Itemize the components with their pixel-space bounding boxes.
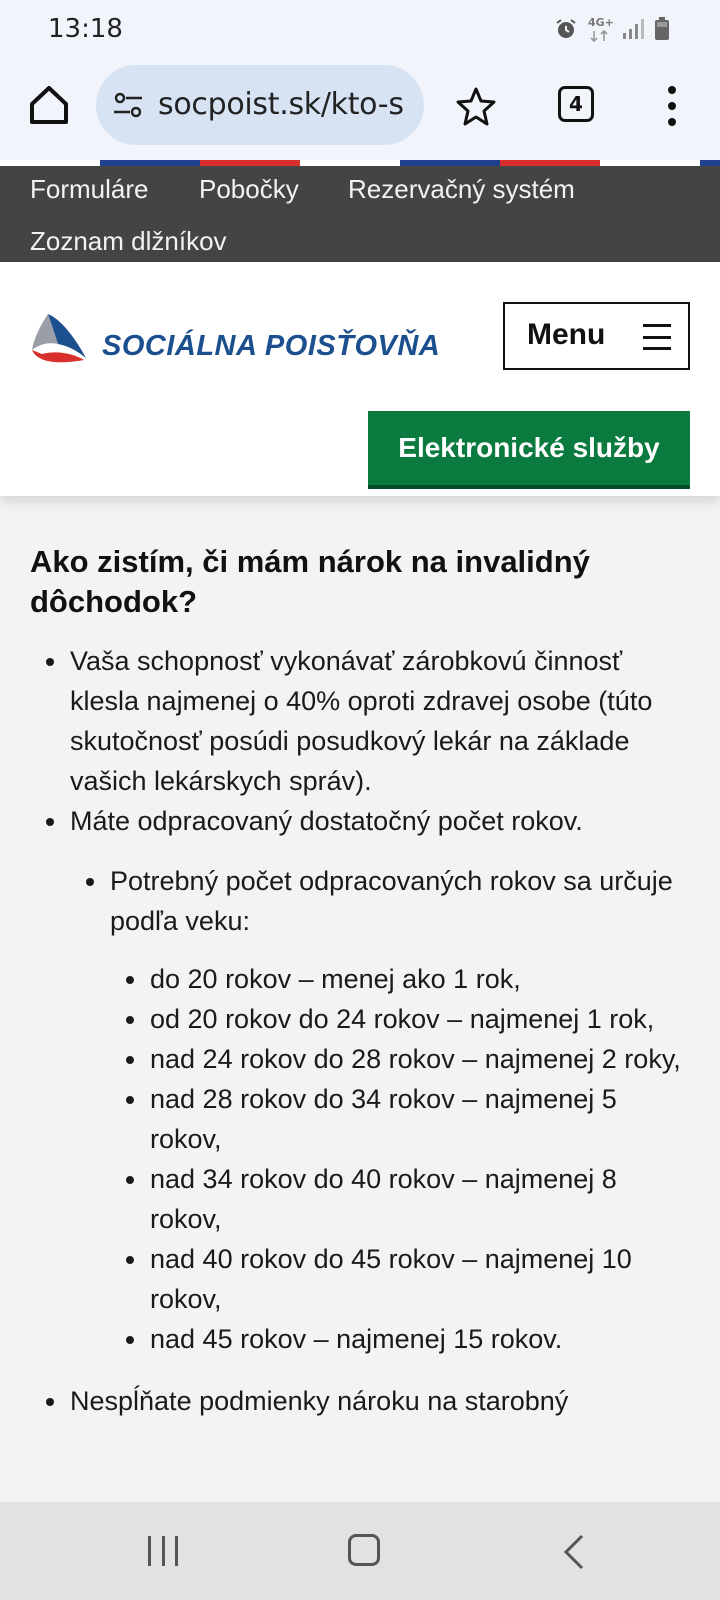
url-text[interactable]: socpoist.sk/kto-s <box>158 87 404 122</box>
address-bar[interactable] <box>96 65 424 145</box>
list-item: Máte odpracovaný dostatočný počet rokov. <box>30 801 690 841</box>
age-rule-item: nad 40 rokov do 45 rokov – najmenej 10 rokov, <box>30 1239 690 1319</box>
home-circle-icon[interactable] <box>348 1534 380 1566</box>
age-rule-item: nad 24 rokov do 28 rokov – najmenej 2 roky, <box>30 1039 690 1079</box>
sub-list-item: Potrebný počet odpracovaných rokov sa určuje podľa veku: <box>30 861 690 941</box>
age-rule-item: od 20 rokov do 24 rokov – najmenej 1 rok, <box>30 999 690 1039</box>
back-icon[interactable] <box>556 1532 592 1572</box>
list-item: Nespĺňate podmienky nároku na starobný <box>30 1381 690 1421</box>
tab-switcher-button[interactable]: 4 <box>558 86 594 122</box>
recents-icon[interactable] <box>148 1536 178 1566</box>
age-rule-item: nad 45 rokov – najmenej 15 rokov. <box>30 1319 690 1359</box>
menu-button-label: Menu <box>527 318 606 351</box>
age-rule-item: nad 28 rokov do 34 rokov – najmenej 5 rokov, <box>30 1079 690 1159</box>
more-vert-icon[interactable] <box>660 84 684 128</box>
site-settings-icon[interactable] <box>112 89 144 121</box>
nav-link-formulare[interactable]: Formuláre <box>30 174 149 204</box>
status-bar <box>0 0 720 60</box>
hamburger-icon <box>643 324 671 350</box>
signal-icon <box>622 18 644 40</box>
system-nav-bar <box>0 1502 720 1600</box>
battery-icon <box>654 17 670 41</box>
main-content <box>0 496 720 1502</box>
network-4g-icon <box>588 16 612 42</box>
page-heading: Ako zistím, či mám nárok na invalidný dôchodok? <box>30 544 590 619</box>
status-time: 13:18 <box>48 14 123 44</box>
network-label: 4G+ <box>588 16 614 29</box>
site-header <box>0 262 720 496</box>
logo-mark-icon <box>28 310 90 368</box>
age-rule-item: do 20 rokov – menej ako 1 rok, <box>30 959 690 999</box>
nav-link-pobocky[interactable]: Pobočky <box>199 174 299 204</box>
nav-link-zoznam-dlznikov[interactable]: Zoznam dlžníkov <box>30 226 227 256</box>
list-item: Vaša schopnosť vykonávať zárobkovú činnosť klesla najmenej o 40% oproti zdravej osobe (túto skutočnosť posúdi posudkový lekár na základe vašich lekárskych správ). <box>30 641 690 801</box>
eligibility-list <box>30 641 690 1421</box>
eservices-button[interactable]: Elektronické služby <box>368 411 690 489</box>
home-icon[interactable] <box>26 82 72 128</box>
status-icons <box>554 16 670 42</box>
menu-button[interactable] <box>503 302 690 370</box>
nav-link-rezervacny-system[interactable]: Rezervačný systém <box>348 174 575 204</box>
site-logo[interactable] <box>28 308 448 378</box>
alarm-icon <box>554 17 578 41</box>
browser-toolbar <box>0 60 720 160</box>
age-rule-item: nad 34 rokov do 40 rokov – najmenej 8 rokov, <box>30 1159 690 1239</box>
top-nav <box>0 166 720 262</box>
logo-text: SOCIÁLNA POISŤOVŇA <box>102 330 441 362</box>
star-icon[interactable] <box>456 86 496 126</box>
